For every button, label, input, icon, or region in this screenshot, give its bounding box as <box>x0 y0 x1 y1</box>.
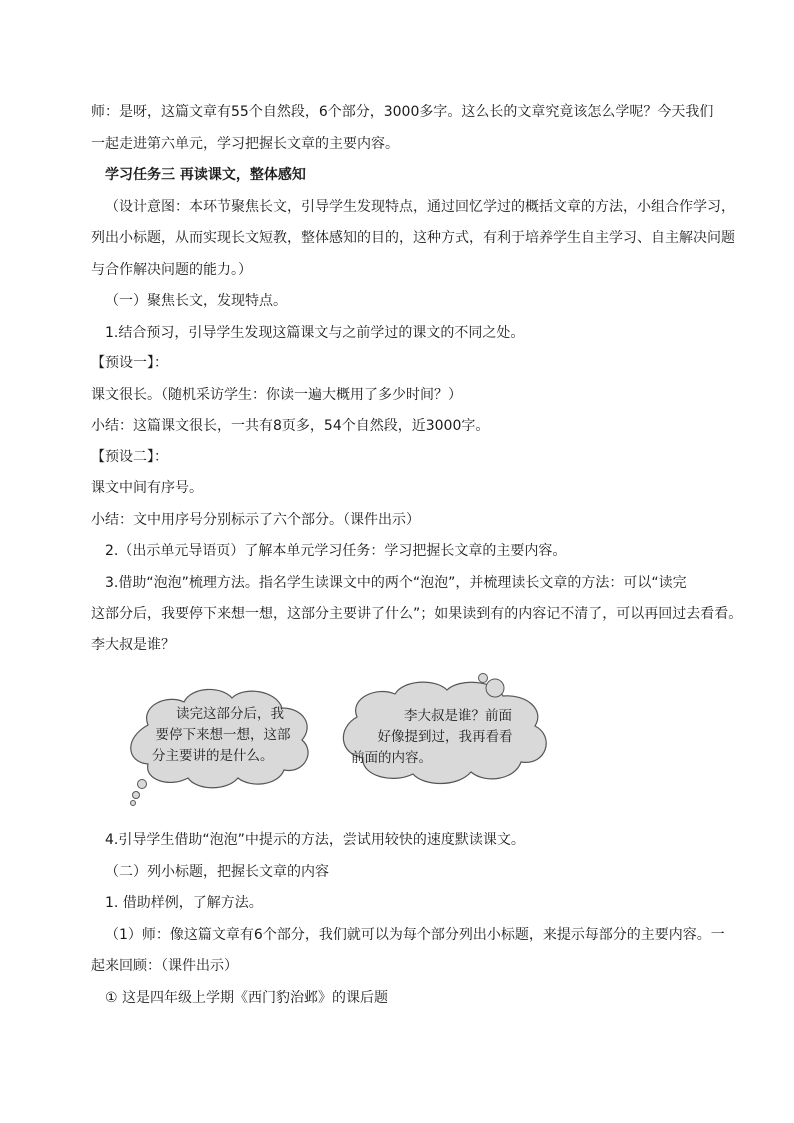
subheading: （一）聚焦长文，发现特点。 <box>105 293 287 309</box>
bubble-text <box>345 706 545 769</box>
bubble-line: 要停下来想一想，这部 <box>155 727 291 743</box>
paragraph-line: 李大叔是谁？ <box>91 637 175 653</box>
paragraph-line: 4.引导学生借助“泡泡”中提示的方法，尝试用较快的速度默读课文。 <box>105 832 525 848</box>
bubble-text <box>148 704 298 767</box>
paragraph-line: 一起走进第六单元，学习把握长文章的主要内容。 <box>91 136 399 152</box>
paragraph-line: 起来回顾：（课件出示） <box>91 958 238 974</box>
paragraph-line: ① 这是四年级上学期《西门豹治邺》的课后题 <box>105 990 388 1006</box>
thought-bubble-right <box>335 672 560 802</box>
thought-bubble-left <box>118 680 318 810</box>
paragraph-line: 课文中间有序号。 <box>91 480 203 496</box>
paragraph-line: 师：是呀，这篇文章有55个自然段，6个部分，3000多字。这么长的文章究竟该怎么学呢？今天我们 <box>91 104 714 120</box>
subheading: （二）列小标题，把握长文章的内容 <box>105 864 329 880</box>
paragraph-line: 小结：这篇课文很长，一共有8页多，54个自然段，近3000字。 <box>91 418 490 434</box>
paragraph-line: 1.结合预习，引导学生发现这篇课文与之前学过的课文的不同之处。 <box>105 325 525 341</box>
paragraph-line: （1）师：像这篇文章有6个部分，我们就可以为每个部分列出小标题，来提示每部分的主要内容。一 <box>105 927 725 943</box>
paragraph-line: （设计意图：本环节聚焦长文，引导学生发现特点，通过回忆学过的概括文章的方法，小组合作学习， <box>105 199 735 215</box>
bubble-line: 前面的内容。 <box>351 750 432 766</box>
preset-label: 【预设一】： <box>91 355 168 371</box>
paragraph-line: 列出小标题，从而实现长文短教，整体感知的目的，这种方式，有利于培养学生自主学习、自主解决问题 <box>91 230 735 246</box>
paragraph-line: 2.（出示单元导语页）了解本单元学习任务：学习把握长文章的主要内容。 <box>105 543 567 559</box>
paragraph-line: 1. 借助样例，了解方法。 <box>105 895 263 911</box>
paragraph-line: 课文很长。（随机采访学生：你读一遍大概用了多少时间？） <box>91 387 462 403</box>
section-heading: 学习任务三 再读课文，整体感知 <box>105 167 306 183</box>
bubble-line: 好像提到过，我再看看 <box>377 729 513 745</box>
paragraph-line: 小结：文中用序号分别标示了六个部分。（课件出示） <box>91 512 420 528</box>
bubble-line: 读完这部分后，我 <box>176 706 284 722</box>
paragraph-line: 3.借助“泡泡”梳理方法。指名学生读课文中的两个“泡泡”，并梳理读长文章的方法：可以“读完 <box>105 575 687 591</box>
paragraph-line: 这部分后，我要停下来想一想，这部分主要讲了什么”；如果读到有的内容记不清了，可以再回过去看看。 <box>91 606 743 622</box>
bubble-line: 李大叔是谁？前面 <box>404 708 512 724</box>
bubble-line: 分主要讲的是什么。 <box>152 748 274 764</box>
preset-label: 【预设二】： <box>91 449 168 465</box>
paragraph-line: 与合作解决问题的能力。） <box>91 262 252 278</box>
